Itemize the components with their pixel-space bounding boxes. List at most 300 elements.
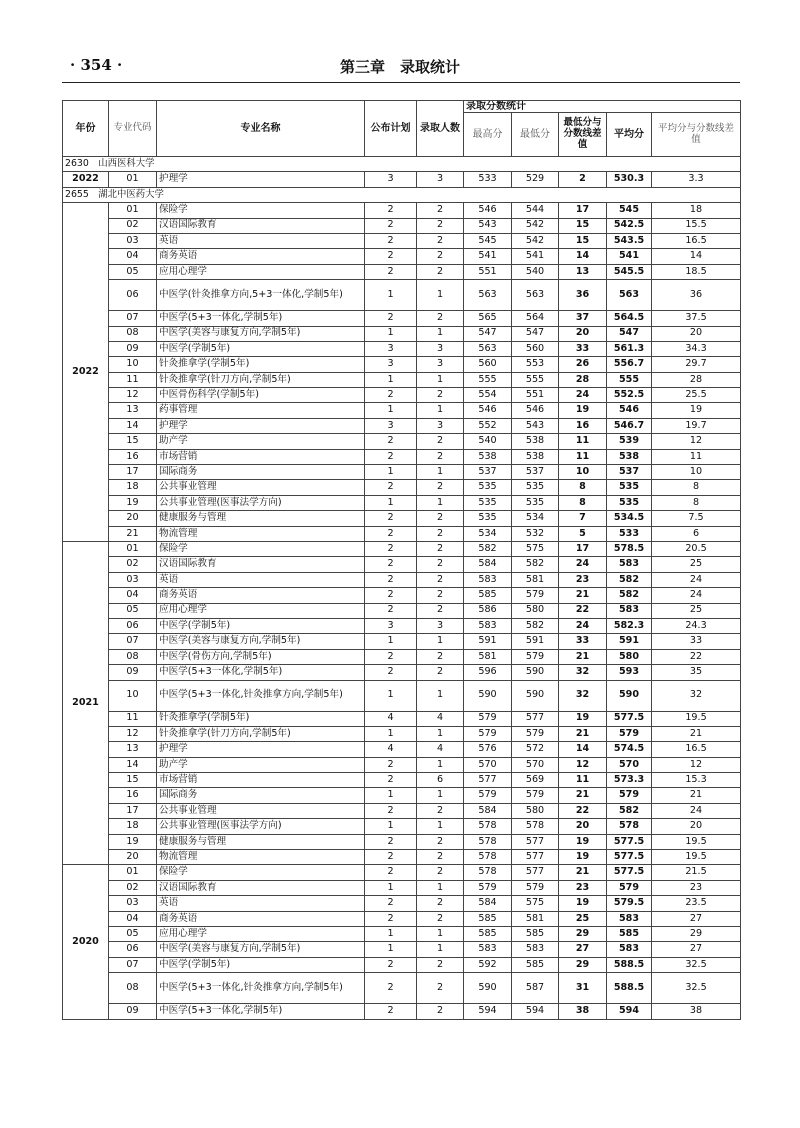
major-name-cell: 中医学(骨伤方向,学制5年) [157, 649, 365, 664]
table-row [63, 233, 741, 248]
min-score-cell: 564 [512, 311, 559, 326]
table-row [63, 372, 741, 387]
plan-cell: 2 [365, 480, 417, 495]
max-score-cell: 596 [464, 665, 512, 680]
admitted-cell: 1 [417, 495, 464, 510]
table-row [63, 541, 741, 556]
avg-score-cell: 573.3 [607, 773, 652, 788]
major-code-cell: 08 [109, 649, 157, 664]
avg-diff-cell: 24 [652, 588, 741, 603]
max-score-cell: 538 [464, 449, 512, 464]
major-code-cell: 17 [109, 803, 157, 818]
major-name-cell: 公共事业管理 [157, 803, 365, 818]
max-score-cell: 546 [464, 403, 512, 418]
header-score-group: 录取分数统计 [464, 101, 741, 113]
min-score-cell: 581 [512, 572, 559, 587]
min-score-cell: 577 [512, 850, 559, 865]
min-diff-cell: 2 [559, 172, 607, 187]
avg-diff-cell: 24.3 [652, 618, 741, 633]
min-score-cell: 544 [512, 203, 559, 218]
major-name-cell: 中医学(学制5年) [157, 618, 365, 633]
table-row [63, 819, 741, 834]
min-diff-cell: 21 [559, 649, 607, 664]
min-score-cell: 579 [512, 726, 559, 741]
table-row [63, 341, 741, 356]
table-row [63, 588, 741, 603]
table-row [63, 711, 741, 726]
major-name-cell: 针灸推拿学(针刀方向,学制5年) [157, 372, 365, 387]
avg-diff-cell: 8 [652, 480, 741, 495]
avg-score-cell: 580 [607, 649, 652, 664]
avg-diff-cell: 6 [652, 526, 741, 541]
admitted-cell: 1 [417, 465, 464, 480]
avg-score-cell: 534.5 [607, 511, 652, 526]
admitted-cell: 4 [417, 742, 464, 757]
plan-cell: 2 [365, 511, 417, 526]
admitted-cell: 2 [417, 665, 464, 680]
major-name-cell: 中医学(5+3一体化,针灸推拿方向,学制5年) [157, 973, 365, 1004]
table-row [63, 172, 741, 187]
plan-cell: 3 [365, 357, 417, 372]
avg-score-cell: 535 [607, 480, 652, 495]
plan-cell: 2 [365, 757, 417, 772]
avg-score-cell: 579 [607, 880, 652, 895]
admitted-cell: 3 [417, 618, 464, 633]
min-diff-cell: 24 [559, 557, 607, 572]
major-name-cell: 商务英语 [157, 911, 365, 926]
year-cell: 2022 [63, 172, 109, 187]
admitted-cell: 1 [417, 942, 464, 957]
admitted-cell: 1 [417, 680, 464, 711]
major-code-cell: 06 [109, 618, 157, 633]
avg-score-cell: 556.7 [607, 357, 652, 372]
max-score-cell: 592 [464, 957, 512, 972]
avg-diff-cell: 15.5 [652, 218, 741, 233]
avg-diff-cell: 19 [652, 403, 741, 418]
avg-diff-cell: 20.5 [652, 541, 741, 556]
admitted-cell: 2 [417, 973, 464, 1004]
max-score-cell: 546 [464, 203, 512, 218]
avg-score-cell: 563 [607, 280, 652, 311]
min-diff-cell: 12 [559, 757, 607, 772]
table-row [63, 803, 741, 818]
avg-diff-cell: 15.3 [652, 773, 741, 788]
admitted-cell: 1 [417, 788, 464, 803]
max-score-cell: 555 [464, 372, 512, 387]
admitted-cell: 2 [417, 249, 464, 264]
avg-diff-cell: 16.5 [652, 742, 741, 757]
admitted-cell: 3 [417, 172, 464, 187]
avg-score-cell: 577.5 [607, 711, 652, 726]
min-score-cell: 560 [512, 341, 559, 356]
plan-cell: 2 [365, 603, 417, 618]
min-diff-cell: 7 [559, 511, 607, 526]
major-name-cell: 助产学 [157, 757, 365, 772]
min-score-cell: 542 [512, 218, 559, 233]
min-score-cell: 546 [512, 403, 559, 418]
plan-cell: 2 [365, 865, 417, 880]
avg-score-cell: 547 [607, 326, 652, 341]
plan-cell: 1 [365, 942, 417, 957]
max-score-cell: 590 [464, 973, 512, 1004]
plan-cell: 2 [365, 449, 417, 464]
max-score-cell: 534 [464, 526, 512, 541]
year-cell: 2020 [63, 865, 109, 1019]
avg-diff-cell: 20 [652, 326, 741, 341]
min-diff-cell: 19 [559, 834, 607, 849]
min-score-cell: 535 [512, 480, 559, 495]
admitted-cell: 1 [417, 403, 464, 418]
major-name-cell: 英语 [157, 572, 365, 587]
major-name-cell: 健康服务与管理 [157, 511, 365, 526]
max-score-cell: 541 [464, 249, 512, 264]
max-score-cell: 591 [464, 634, 512, 649]
admitted-cell: 2 [417, 541, 464, 556]
min-diff-cell: 16 [559, 418, 607, 433]
major-name-cell: 针灸推拿学(针刀方向,学制5年) [157, 726, 365, 741]
avg-diff-cell: 16.5 [652, 233, 741, 248]
min-score-cell: 585 [512, 957, 559, 972]
major-name-cell: 国际商务 [157, 788, 365, 803]
table-row [63, 973, 741, 1004]
table-row [63, 865, 741, 880]
major-code-cell: 03 [109, 233, 157, 248]
plan-cell: 3 [365, 341, 417, 356]
max-score-cell: 579 [464, 788, 512, 803]
admitted-cell: 1 [417, 726, 464, 741]
avg-score-cell: 593 [607, 665, 652, 680]
min-diff-cell: 22 [559, 603, 607, 618]
major-code-cell: 01 [109, 865, 157, 880]
table-row [63, 1004, 741, 1019]
max-score-cell: 565 [464, 311, 512, 326]
max-score-cell: 535 [464, 495, 512, 510]
major-name-cell: 中医学(美容与康复方向,学制5年) [157, 634, 365, 649]
plan-cell: 2 [365, 526, 417, 541]
min-diff-cell: 21 [559, 865, 607, 880]
min-diff-cell: 13 [559, 264, 607, 279]
avg-diff-cell: 38 [652, 1004, 741, 1019]
admitted-cell: 6 [417, 773, 464, 788]
min-score-cell: 577 [512, 711, 559, 726]
major-code-cell: 16 [109, 449, 157, 464]
min-score-cell: 579 [512, 788, 559, 803]
major-code-cell: 10 [109, 357, 157, 372]
major-name-cell: 中医学(美容与康复方向,学制5年) [157, 326, 365, 341]
admitted-cell: 2 [417, 896, 464, 911]
plan-cell: 2 [365, 203, 417, 218]
min-diff-cell: 37 [559, 311, 607, 326]
avg-score-cell: 542.5 [607, 218, 652, 233]
max-score-cell: 535 [464, 480, 512, 495]
avg-diff-cell: 27 [652, 942, 741, 957]
plan-cell: 1 [365, 634, 417, 649]
admitted-cell: 2 [417, 572, 464, 587]
min-score-cell: 570 [512, 757, 559, 772]
avg-diff-cell: 23 [652, 880, 741, 895]
admitted-cell: 2 [417, 264, 464, 279]
avg-diff-cell: 25 [652, 603, 741, 618]
min-diff-cell: 24 [559, 388, 607, 403]
avg-score-cell: 545.5 [607, 264, 652, 279]
header-min-diff: 最低分与分数线差值 [559, 113, 607, 157]
min-score-cell: 553 [512, 357, 559, 372]
major-name-cell: 公共事业管理(医事法学方向) [157, 495, 365, 510]
max-score-cell: 594 [464, 1004, 512, 1019]
max-score-cell: 581 [464, 649, 512, 664]
plan-cell: 2 [365, 557, 417, 572]
min-score-cell: 579 [512, 880, 559, 895]
major-code-cell: 20 [109, 511, 157, 526]
min-score-cell: 538 [512, 449, 559, 464]
avg-diff-cell: 32.5 [652, 957, 741, 972]
plan-cell: 2 [365, 834, 417, 849]
min-diff-cell: 8 [559, 480, 607, 495]
max-score-cell: 579 [464, 726, 512, 741]
min-score-cell: 579 [512, 588, 559, 603]
avg-diff-cell: 20 [652, 819, 741, 834]
header-major-code: 专业代码 [109, 101, 157, 157]
avg-diff-cell: 3.3 [652, 172, 741, 187]
admitted-cell: 1 [417, 634, 464, 649]
avg-score-cell: 583 [607, 942, 652, 957]
table-row [63, 465, 741, 480]
min-score-cell: 575 [512, 541, 559, 556]
major-name-cell: 公共事业管理 [157, 480, 365, 495]
plan-cell: 3 [365, 172, 417, 187]
major-code-cell: 05 [109, 926, 157, 941]
header-max: 最高分 [464, 113, 512, 157]
avg-diff-cell: 8 [652, 495, 741, 510]
major-code-cell: 20 [109, 850, 157, 865]
major-code-cell: 14 [109, 757, 157, 772]
min-score-cell: 582 [512, 618, 559, 633]
max-score-cell: 578 [464, 819, 512, 834]
plan-cell: 1 [365, 403, 417, 418]
avg-diff-cell: 36 [652, 280, 741, 311]
avg-diff-cell: 34.3 [652, 341, 741, 356]
table-row [63, 757, 741, 772]
major-name-cell: 药事管理 [157, 403, 365, 418]
plan-cell: 2 [365, 850, 417, 865]
major-name-cell: 针灸推拿学(学制5年) [157, 711, 365, 726]
plan-cell: 4 [365, 711, 417, 726]
min-diff-cell: 29 [559, 926, 607, 941]
avg-score-cell: 585 [607, 926, 652, 941]
admitted-cell: 2 [417, 388, 464, 403]
avg-score-cell: 530.3 [607, 172, 652, 187]
avg-score-cell: 578.5 [607, 541, 652, 556]
max-score-cell: 585 [464, 588, 512, 603]
min-diff-cell: 20 [559, 819, 607, 834]
avg-diff-cell: 14 [652, 249, 741, 264]
avg-score-cell: 533 [607, 526, 652, 541]
min-score-cell: 590 [512, 680, 559, 711]
major-code-cell: 14 [109, 418, 157, 433]
avg-score-cell: 591 [607, 634, 652, 649]
major-code-cell: 18 [109, 480, 157, 495]
table-row [63, 942, 741, 957]
major-name-cell: 汉语国际教育 [157, 880, 365, 895]
major-name-cell: 中医学(5+3一体化,学制5年) [157, 665, 365, 680]
major-name-cell: 商务英语 [157, 588, 365, 603]
table-row [63, 649, 741, 664]
max-score-cell: 586 [464, 603, 512, 618]
major-name-cell: 汉语国际教育 [157, 557, 365, 572]
major-code-cell: 05 [109, 264, 157, 279]
plan-cell: 2 [365, 541, 417, 556]
table-row [63, 326, 741, 341]
min-score-cell: 581 [512, 911, 559, 926]
header-min: 最低分 [512, 113, 559, 157]
min-diff-cell: 25 [559, 911, 607, 926]
major-code-cell: 06 [109, 942, 157, 957]
avg-diff-cell: 19.5 [652, 850, 741, 865]
plan-cell: 2 [365, 264, 417, 279]
min-diff-cell: 11 [559, 773, 607, 788]
min-score-cell: 543 [512, 418, 559, 433]
header-year: 年份 [63, 101, 109, 157]
major-name-cell: 中医学(5+3一体化,学制5年) [157, 1004, 365, 1019]
major-name-cell: 应用心理学 [157, 926, 365, 941]
major-code-cell: 02 [109, 218, 157, 233]
max-score-cell: 584 [464, 803, 512, 818]
avg-diff-cell: 32 [652, 680, 741, 711]
avg-diff-cell: 21.5 [652, 865, 741, 880]
table-row [63, 388, 741, 403]
major-name-cell: 应用心理学 [157, 264, 365, 279]
avg-diff-cell: 12 [652, 434, 741, 449]
table-header [63, 101, 741, 157]
major-name-cell: 保险学 [157, 541, 365, 556]
avg-score-cell: 582 [607, 803, 652, 818]
avg-diff-cell: 28 [652, 372, 741, 387]
min-score-cell: 587 [512, 973, 559, 1004]
min-diff-cell: 14 [559, 742, 607, 757]
institution-row [63, 187, 741, 202]
table-row [63, 880, 741, 895]
major-code-cell: 08 [109, 973, 157, 1004]
avg-score-cell: 577.5 [607, 850, 652, 865]
avg-diff-cell: 19.5 [652, 834, 741, 849]
table-row [63, 418, 741, 433]
plan-cell: 2 [365, 572, 417, 587]
major-name-cell: 健康服务与管理 [157, 834, 365, 849]
admitted-cell: 2 [417, 434, 464, 449]
year-cell: 2022 [63, 203, 109, 542]
major-code-cell: 13 [109, 403, 157, 418]
avg-diff-cell: 22 [652, 649, 741, 664]
major-name-cell: 保险学 [157, 865, 365, 880]
min-score-cell: 540 [512, 264, 559, 279]
table-row [63, 357, 741, 372]
min-score-cell: 577 [512, 865, 559, 880]
max-score-cell: 576 [464, 742, 512, 757]
min-diff-cell: 32 [559, 665, 607, 680]
min-score-cell: 532 [512, 526, 559, 541]
table-row [63, 603, 741, 618]
table-row [63, 572, 741, 587]
avg-diff-cell: 37.5 [652, 311, 741, 326]
page-number: · 354 · [70, 56, 123, 74]
table-row [63, 773, 741, 788]
major-name-cell: 汉语国际教育 [157, 218, 365, 233]
max-score-cell: 545 [464, 233, 512, 248]
plan-cell: 2 [365, 896, 417, 911]
min-diff-cell: 32 [559, 680, 607, 711]
avg-diff-cell: 12 [652, 757, 741, 772]
plan-cell: 1 [365, 465, 417, 480]
max-score-cell: 563 [464, 341, 512, 356]
avg-score-cell: 577.5 [607, 865, 652, 880]
admitted-cell: 3 [417, 418, 464, 433]
plan-cell: 1 [365, 880, 417, 895]
admitted-cell: 2 [417, 526, 464, 541]
admitted-cell: 2 [417, 865, 464, 880]
avg-score-cell: 570 [607, 757, 652, 772]
min-score-cell: 594 [512, 1004, 559, 1019]
max-score-cell: 584 [464, 557, 512, 572]
min-score-cell: 591 [512, 634, 559, 649]
avg-diff-cell: 24 [652, 803, 741, 818]
admitted-cell: 4 [417, 711, 464, 726]
admitted-cell: 1 [417, 280, 464, 311]
admitted-cell: 2 [417, 803, 464, 818]
plan-cell: 4 [365, 742, 417, 757]
plan-cell: 3 [365, 618, 417, 633]
max-score-cell: 583 [464, 572, 512, 587]
admitted-cell: 2 [417, 588, 464, 603]
min-diff-cell: 10 [559, 465, 607, 480]
min-score-cell: 551 [512, 388, 559, 403]
table-row [63, 511, 741, 526]
min-diff-cell: 15 [559, 218, 607, 233]
table-row [63, 264, 741, 279]
plan-cell: 1 [365, 726, 417, 741]
avg-score-cell: 541 [607, 249, 652, 264]
avg-score-cell: 535 [607, 495, 652, 510]
min-score-cell: 585 [512, 926, 559, 941]
min-diff-cell: 33 [559, 341, 607, 356]
major-code-cell: 08 [109, 326, 157, 341]
max-score-cell: 578 [464, 850, 512, 865]
admitted-cell: 2 [417, 911, 464, 926]
admitted-cell: 2 [417, 1004, 464, 1019]
admitted-cell: 1 [417, 372, 464, 387]
avg-score-cell: 577.5 [607, 834, 652, 849]
plan-cell: 2 [365, 649, 417, 664]
major-code-cell: 01 [109, 172, 157, 187]
avg-score-cell: 582 [607, 572, 652, 587]
admitted-cell: 1 [417, 757, 464, 772]
major-code-cell: 06 [109, 280, 157, 311]
max-score-cell: 547 [464, 326, 512, 341]
min-diff-cell: 21 [559, 588, 607, 603]
table-row [63, 403, 741, 418]
plan-cell: 2 [365, 957, 417, 972]
table-body [63, 157, 741, 1020]
min-score-cell: 541 [512, 249, 559, 264]
major-name-cell: 保险学 [157, 203, 365, 218]
major-code-cell: 03 [109, 572, 157, 587]
major-code-cell: 15 [109, 773, 157, 788]
plan-cell: 2 [365, 588, 417, 603]
max-score-cell: 583 [464, 618, 512, 633]
major-code-cell: 09 [109, 341, 157, 356]
major-name-cell: 针灸推拿学(学制5年) [157, 357, 365, 372]
major-code-cell: 03 [109, 896, 157, 911]
major-code-cell: 07 [109, 957, 157, 972]
